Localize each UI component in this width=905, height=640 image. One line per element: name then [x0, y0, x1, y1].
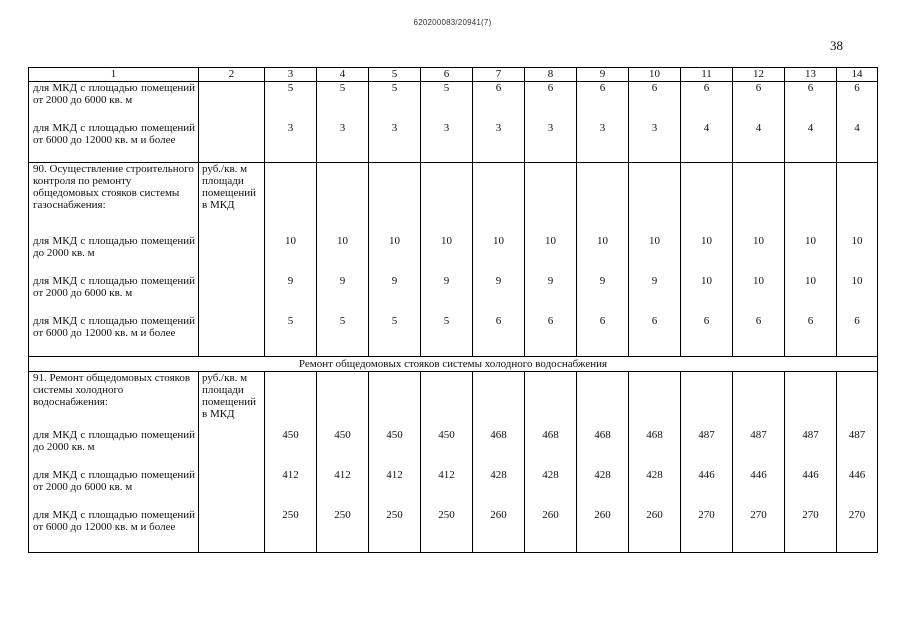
- row-title: 91. Ремонт общедомовых стояков системы холодного водоснабжения:: [33, 372, 191, 408]
- cell-value: 3: [547, 122, 554, 134]
- cell-value: 6: [547, 315, 554, 327]
- cell-value: 270: [802, 509, 819, 521]
- value-cell: [577, 372, 629, 553]
- column-header: 10: [629, 68, 681, 82]
- cell-value: 9: [599, 275, 606, 287]
- value-cell: [681, 163, 733, 357]
- cell-value: 487: [750, 429, 767, 441]
- cell-value: 4: [755, 122, 762, 134]
- row-description: [29, 163, 199, 357]
- cell-value: 450: [334, 429, 351, 441]
- cell-value: 10: [649, 235, 660, 247]
- table-row: [29, 372, 878, 553]
- cell-value: 6: [854, 82, 860, 94]
- row-title: 90. Осуществление строительного контроля по ремонту общедомовых стояков системы газоснабжения:: [33, 163, 194, 211]
- cell-value: 9: [339, 275, 346, 287]
- value-cell: [265, 372, 317, 553]
- cell-value: 3: [599, 122, 606, 134]
- column-header: 9: [577, 68, 629, 82]
- cell-value: 6: [703, 315, 710, 327]
- cell-value: 5: [391, 315, 398, 327]
- cell-value: 487: [802, 429, 819, 441]
- sub-item-label: для МКД с площадью помещений от 6000 до 12000 кв. м и более: [33, 315, 195, 339]
- cell-value: 10: [851, 235, 863, 247]
- cell-value: 250: [334, 509, 351, 521]
- cell-value: 10: [597, 235, 608, 247]
- cell-value: 10: [545, 235, 556, 247]
- cell-value: 10: [851, 275, 863, 287]
- cell-value: 9: [495, 275, 502, 287]
- value-cell: [421, 372, 473, 553]
- value-cell: [577, 163, 629, 357]
- cell-value: 487: [848, 429, 866, 441]
- cell-value: 6: [495, 315, 502, 327]
- column-header: 4: [317, 68, 369, 82]
- value-cell: [733, 372, 785, 553]
- sub-item-label: для МКД с площадью помещений от 2000 до 6000 кв. м: [33, 275, 195, 299]
- cell-value: 412: [386, 469, 403, 481]
- value-cell: [733, 82, 785, 163]
- cell-value: 6: [651, 315, 658, 327]
- value-cell: [317, 82, 369, 163]
- cell-value: 428: [594, 469, 611, 481]
- value-cell: [629, 82, 681, 163]
- column-header: 2: [199, 68, 265, 82]
- cell-value: 4: [807, 122, 814, 134]
- cell-value: 6: [703, 82, 710, 94]
- value-cell: [421, 163, 473, 357]
- cell-value: 446: [802, 469, 819, 481]
- value-cell: [785, 82, 837, 163]
- value-cell: [785, 163, 837, 357]
- cell-value: 6: [807, 82, 814, 94]
- column-header-row: [29, 68, 878, 82]
- cell-value: 3: [651, 122, 658, 134]
- cell-value: 428: [542, 469, 559, 481]
- cell-value: 250: [386, 509, 403, 521]
- cell-value: 450: [386, 429, 403, 441]
- section-row: [29, 357, 878, 372]
- value-cell: [473, 372, 525, 553]
- cell-value: 412: [282, 469, 299, 481]
- cell-value: 446: [750, 469, 767, 481]
- value-cell: [265, 82, 317, 163]
- column-header: 14: [837, 68, 878, 82]
- unit-label: руб./кв. м площади помещений в МКД: [202, 163, 257, 211]
- cell-value: 10: [805, 275, 816, 287]
- cell-value: 446: [698, 469, 715, 481]
- cell-value: 5: [443, 82, 450, 94]
- row-description: [29, 372, 199, 553]
- cell-value: 5: [287, 82, 294, 94]
- cell-value: 412: [334, 469, 351, 481]
- cell-value: 6: [495, 82, 502, 94]
- column-header: 11: [681, 68, 733, 82]
- unit-cell: [199, 372, 265, 553]
- column-header: 6: [421, 68, 473, 82]
- cell-value: 412: [438, 469, 455, 481]
- value-cell: [421, 82, 473, 163]
- sub-item-label: для МКД с площадью помещений от 2000 до 6000 кв. м: [33, 469, 195, 493]
- cell-value: 6: [599, 315, 606, 327]
- value-cell: [265, 163, 317, 357]
- cell-value: 6: [651, 82, 658, 94]
- value-cell: [525, 163, 577, 357]
- value-cell: [733, 163, 785, 357]
- cell-value: 9: [547, 275, 554, 287]
- cell-value: 5: [443, 315, 450, 327]
- value-cell: [681, 372, 733, 553]
- value-cell: [629, 372, 681, 553]
- value-cell: [837, 372, 878, 553]
- unit-cell: [199, 163, 265, 357]
- value-cell: [837, 163, 878, 357]
- cell-value: 487: [698, 429, 715, 441]
- unit-cell: [199, 82, 265, 163]
- cell-value: 9: [391, 275, 398, 287]
- column-header: 8: [525, 68, 577, 82]
- cell-value: 260: [490, 509, 507, 521]
- value-cell: [369, 82, 421, 163]
- cell-value: 250: [282, 509, 299, 521]
- cell-value: 468: [646, 429, 663, 441]
- value-cell: [785, 372, 837, 553]
- value-cell: [317, 163, 369, 357]
- value-cell: [525, 372, 577, 553]
- value-cell: [369, 372, 421, 553]
- cell-value: 6: [547, 82, 554, 94]
- cell-value: 5: [287, 315, 294, 327]
- cell-value: 250: [438, 509, 455, 521]
- tariff-table: [28, 67, 878, 553]
- table-row: [29, 163, 878, 357]
- cell-value: 3: [391, 122, 398, 134]
- cell-value: 10: [441, 235, 452, 247]
- cell-value: 428: [646, 469, 663, 481]
- value-cell: [577, 82, 629, 163]
- value-cell: [473, 163, 525, 357]
- table-row: [29, 82, 878, 163]
- unit-label: руб./кв. м площади помещений в МКД: [202, 372, 257, 420]
- page-number: 38: [830, 38, 843, 53]
- cell-value: 4: [703, 122, 710, 134]
- cell-value: 6: [807, 315, 814, 327]
- column-header: 3: [265, 68, 317, 82]
- cell-value: 10: [701, 275, 712, 287]
- cell-value: 270: [698, 509, 715, 521]
- cell-value: 10: [701, 235, 712, 247]
- cell-value: 260: [542, 509, 559, 521]
- cell-value: 5: [339, 82, 346, 94]
- cell-value: 3: [339, 122, 346, 134]
- cell-value: 5: [391, 82, 398, 94]
- value-cell: [629, 163, 681, 357]
- cell-value: 6: [755, 82, 762, 94]
- cell-value: 260: [594, 509, 611, 521]
- cell-value: 9: [443, 275, 450, 287]
- value-cell: [369, 163, 421, 357]
- cell-value: 270: [848, 509, 866, 521]
- column-header: 5: [369, 68, 421, 82]
- cell-value: 4: [854, 122, 860, 134]
- cell-value: 428: [490, 469, 507, 481]
- document-id: 620200083/20941(7): [413, 18, 492, 27]
- column-header: 7: [473, 68, 525, 82]
- value-cell: [837, 82, 878, 163]
- column-header: 13: [785, 68, 837, 82]
- cell-value: 3: [287, 122, 294, 134]
- value-cell: [317, 372, 369, 553]
- cell-value: 3: [495, 122, 502, 134]
- column-header: 1: [29, 68, 199, 82]
- cell-value: 3: [443, 122, 450, 134]
- cell-value: 446: [848, 469, 866, 481]
- value-cell: [473, 82, 525, 163]
- cell-value: 9: [287, 275, 294, 287]
- cell-value: 10: [753, 235, 764, 247]
- cell-value: 5: [339, 315, 346, 327]
- cell-value: 450: [282, 429, 299, 441]
- cell-value: 10: [753, 275, 764, 287]
- cell-value: 6: [755, 315, 762, 327]
- cell-value: 468: [594, 429, 611, 441]
- row-description: [29, 82, 199, 163]
- sub-item-label: для МКД с площадью помещений до 2000 кв. м: [33, 429, 195, 453]
- value-cell: [525, 82, 577, 163]
- section-title: Ремонт общедомовых стояков системы холодного водоснабжения: [29, 357, 878, 372]
- cell-value: 260: [646, 509, 663, 521]
- sub-item-label: для МКД с площадью помещений от 6000 до 12000 кв. м и более: [33, 509, 195, 533]
- cell-value: 270: [750, 509, 767, 521]
- cell-value: 450: [438, 429, 455, 441]
- value-cell: [681, 82, 733, 163]
- cell-value: 468: [542, 429, 559, 441]
- cell-value: 468: [490, 429, 507, 441]
- cell-value: 10: [337, 235, 348, 247]
- sub-item-label: для МКД с площадью помещений до 2000 кв. м: [33, 235, 195, 259]
- cell-value: 6: [599, 82, 606, 94]
- cell-value: 10: [493, 235, 504, 247]
- cell-value: 9: [651, 275, 658, 287]
- sub-item-label: для МКД с площадью помещений от 2000 до 6000 кв. м: [33, 82, 195, 106]
- cell-value: 10: [389, 235, 400, 247]
- sub-item-label: для МКД с площадью помещений от 6000 до 12000 кв. м и более: [33, 122, 195, 146]
- cell-value: 10: [285, 235, 296, 247]
- cell-value: 6: [854, 315, 860, 327]
- column-header: 12: [733, 68, 785, 82]
- cell-value: 10: [805, 235, 816, 247]
